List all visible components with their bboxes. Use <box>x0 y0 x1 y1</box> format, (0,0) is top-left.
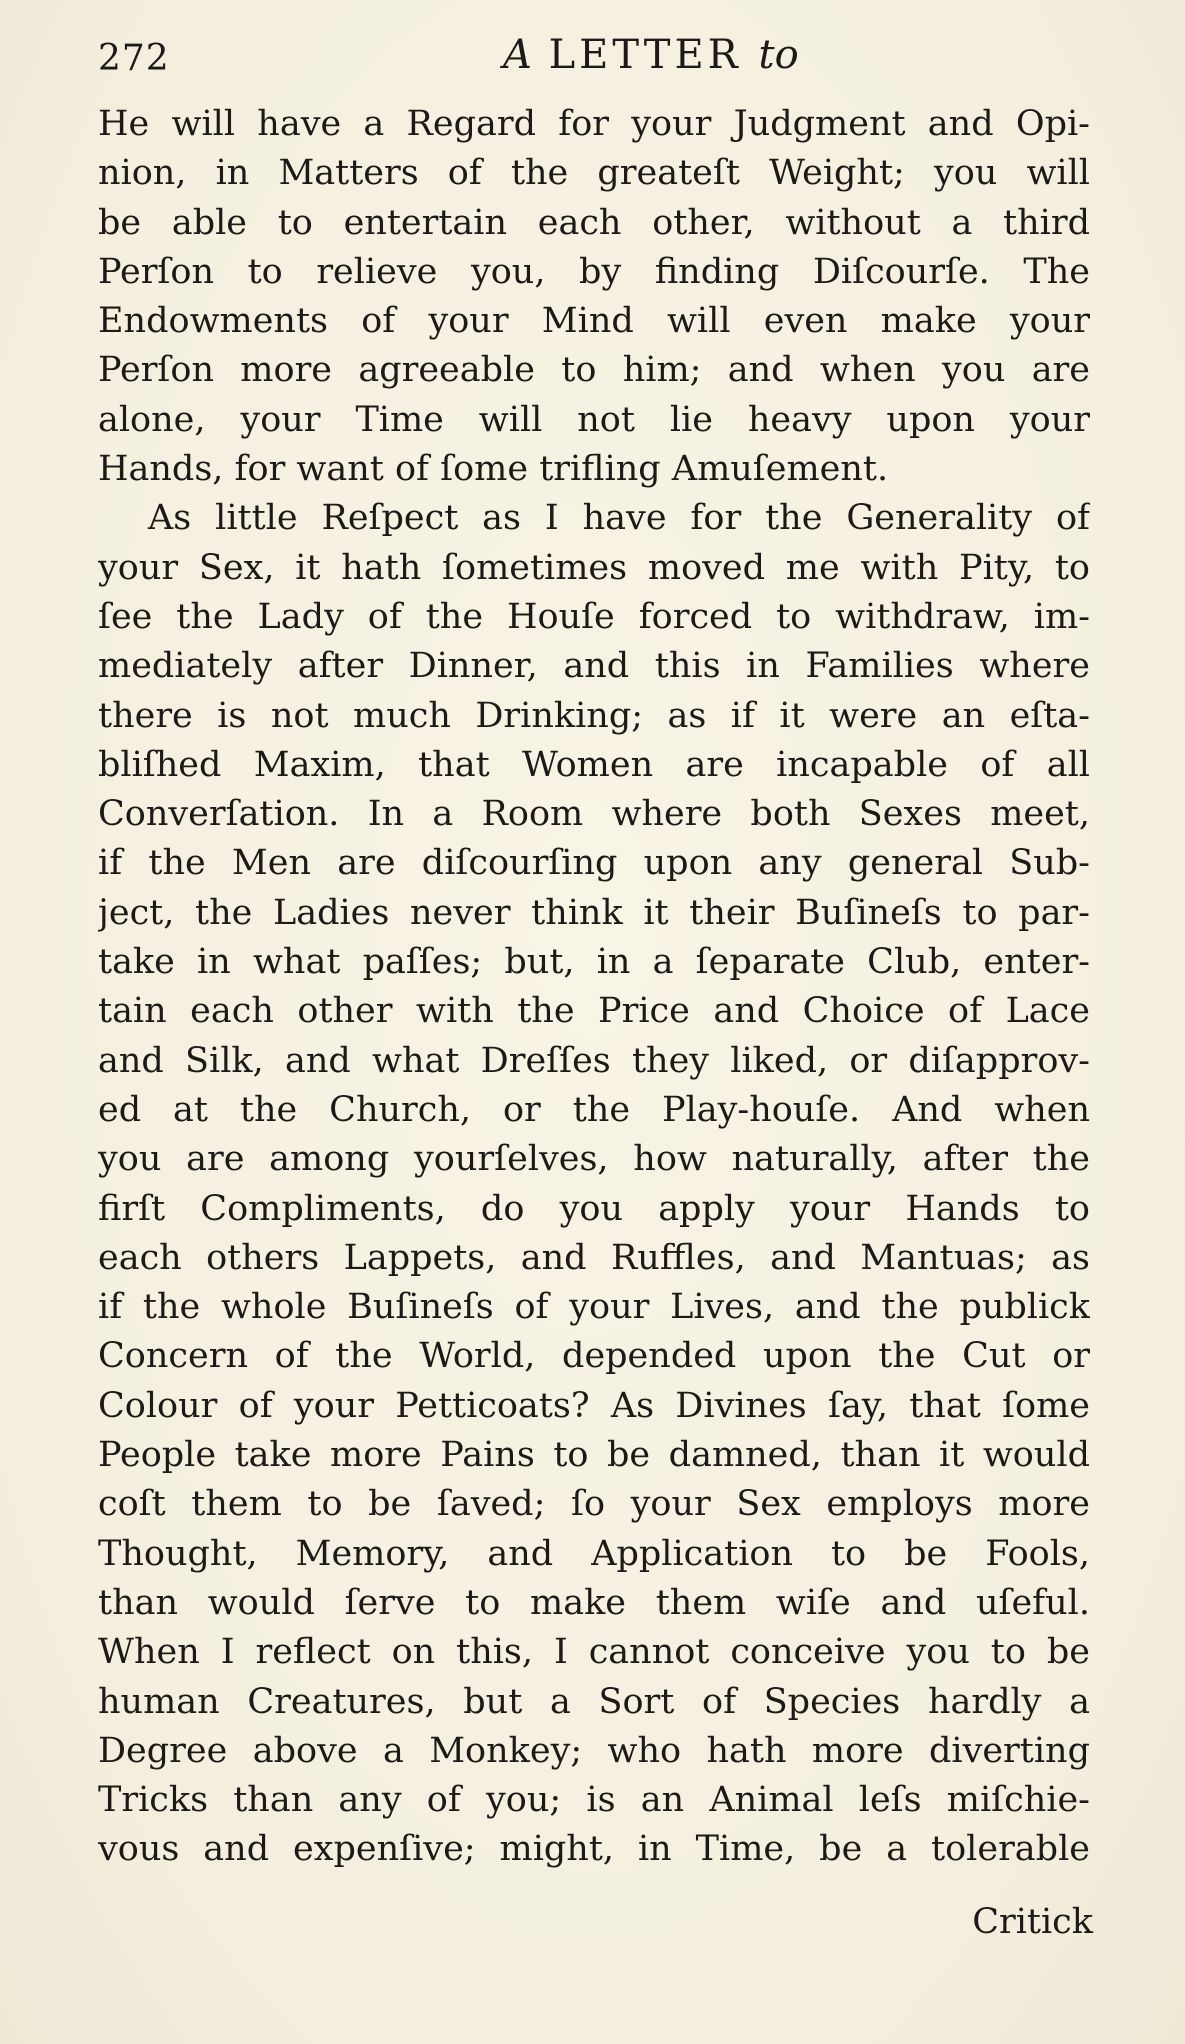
text-line: and Silk, and what Dreſſes they liked, or diſapprov- <box>98 1040 1090 1081</box>
text-line: Perſon more agreeable to him; and when you are <box>98 350 1090 391</box>
text-line: if the Men are diſcourſing upon any general Sub- <box>98 843 1090 884</box>
text-line: ſee the Lady of the Houſe forced to withdraw, im- <box>98 596 1090 637</box>
text-line: Perſon to relieve you, by finding Diſcourſe. The <box>98 251 1090 292</box>
running-title <box>503 32 799 78</box>
text-line: firſt Compliments, do you apply your Hands to <box>98 1188 1090 1229</box>
body-text <box>98 100 1090 1875</box>
text-line: Thought, Memory, and Application to be Fools, <box>98 1533 1090 1574</box>
text-line: tain each other with the Price and Choice of Lace <box>98 991 1090 1032</box>
page-number: 272 <box>98 38 170 79</box>
text-line: bliſhed Maxim, that Women are incapable of all <box>98 744 1090 785</box>
running-title-preposition: to <box>758 32 799 78</box>
running-title-main: LETTER <box>548 32 742 78</box>
text-line: He will have a Regard for your Judgment and Opi- <box>98 104 1090 144</box>
text-line: alone, your Time will not lie heavy upon your <box>98 399 1090 440</box>
text-line: ject, the Ladies never think it their Buſineſs to par- <box>98 892 1090 933</box>
text-line: Concern of the World, depended upon the Cut or <box>98 1336 1090 1377</box>
text-line: vous and expenſive; might, in Time, be a tolerable <box>98 1829 1090 1870</box>
text-line: human Creatures, but a Sort of Species hardly a <box>98 1681 1090 1722</box>
text-line: When I reflect on this, I cannot conceive you to be <box>98 1632 1090 1673</box>
catchword: Critick <box>972 1902 1093 1942</box>
text-line: take in what paſſes; but, in a ſeparate Club, enter- <box>98 942 1090 983</box>
text-line: Endowments of your Mind will even make your <box>98 301 1090 342</box>
page-header <box>98 28 1088 100</box>
text-line: Degree above a Monkey; who hath more diverting <box>98 1730 1090 1771</box>
text-line: nion, in Matters of the greateſt Weight; you will <box>98 153 1090 194</box>
running-title-article: A <box>503 32 532 78</box>
text-line: if the whole Buſineſs of your Lives, and the publick <box>98 1287 1090 1328</box>
text-line: ed at the Church, or the Play-houſe. And when <box>98 1089 1090 1130</box>
text-line: each others Lappets, and Ruffles, and Mantuas; as <box>98 1237 1090 1278</box>
text-line: mediately after Dinner, and this in Families where <box>98 646 1090 687</box>
text-line: Converſation. In a Room where both Sexes meet, <box>98 794 1090 835</box>
text-line: As little Reſpect as I have for the Generality of <box>148 498 1090 539</box>
text-line: be able to entertain each other, without a third <box>98 202 1090 243</box>
text-line: there is not much Drinking; as if it were an eſta- <box>98 695 1090 736</box>
text-line: Colour of your Petticoats? As Divines ſay, that ſome <box>98 1385 1090 1426</box>
text-line: coſt them to be ſaved; ſo your Sex employs more <box>98 1484 1090 1525</box>
text-line: you are among yourſelves, how naturally, after the <box>98 1139 1090 1180</box>
text-line: Hands, for want of ſome trifling Amuſement. <box>98 449 889 490</box>
text-line: People take more Pains to be damned, than it would <box>98 1435 1090 1476</box>
text-line: Tricks than any of you; is an Animal leſs miſchie- <box>98 1780 1090 1821</box>
text-line: than would ſerve to make them wiſe and uſeful. <box>98 1582 1090 1623</box>
text-line: your Sex, it hath ſometimes moved me with Pity, to <box>98 547 1090 588</box>
